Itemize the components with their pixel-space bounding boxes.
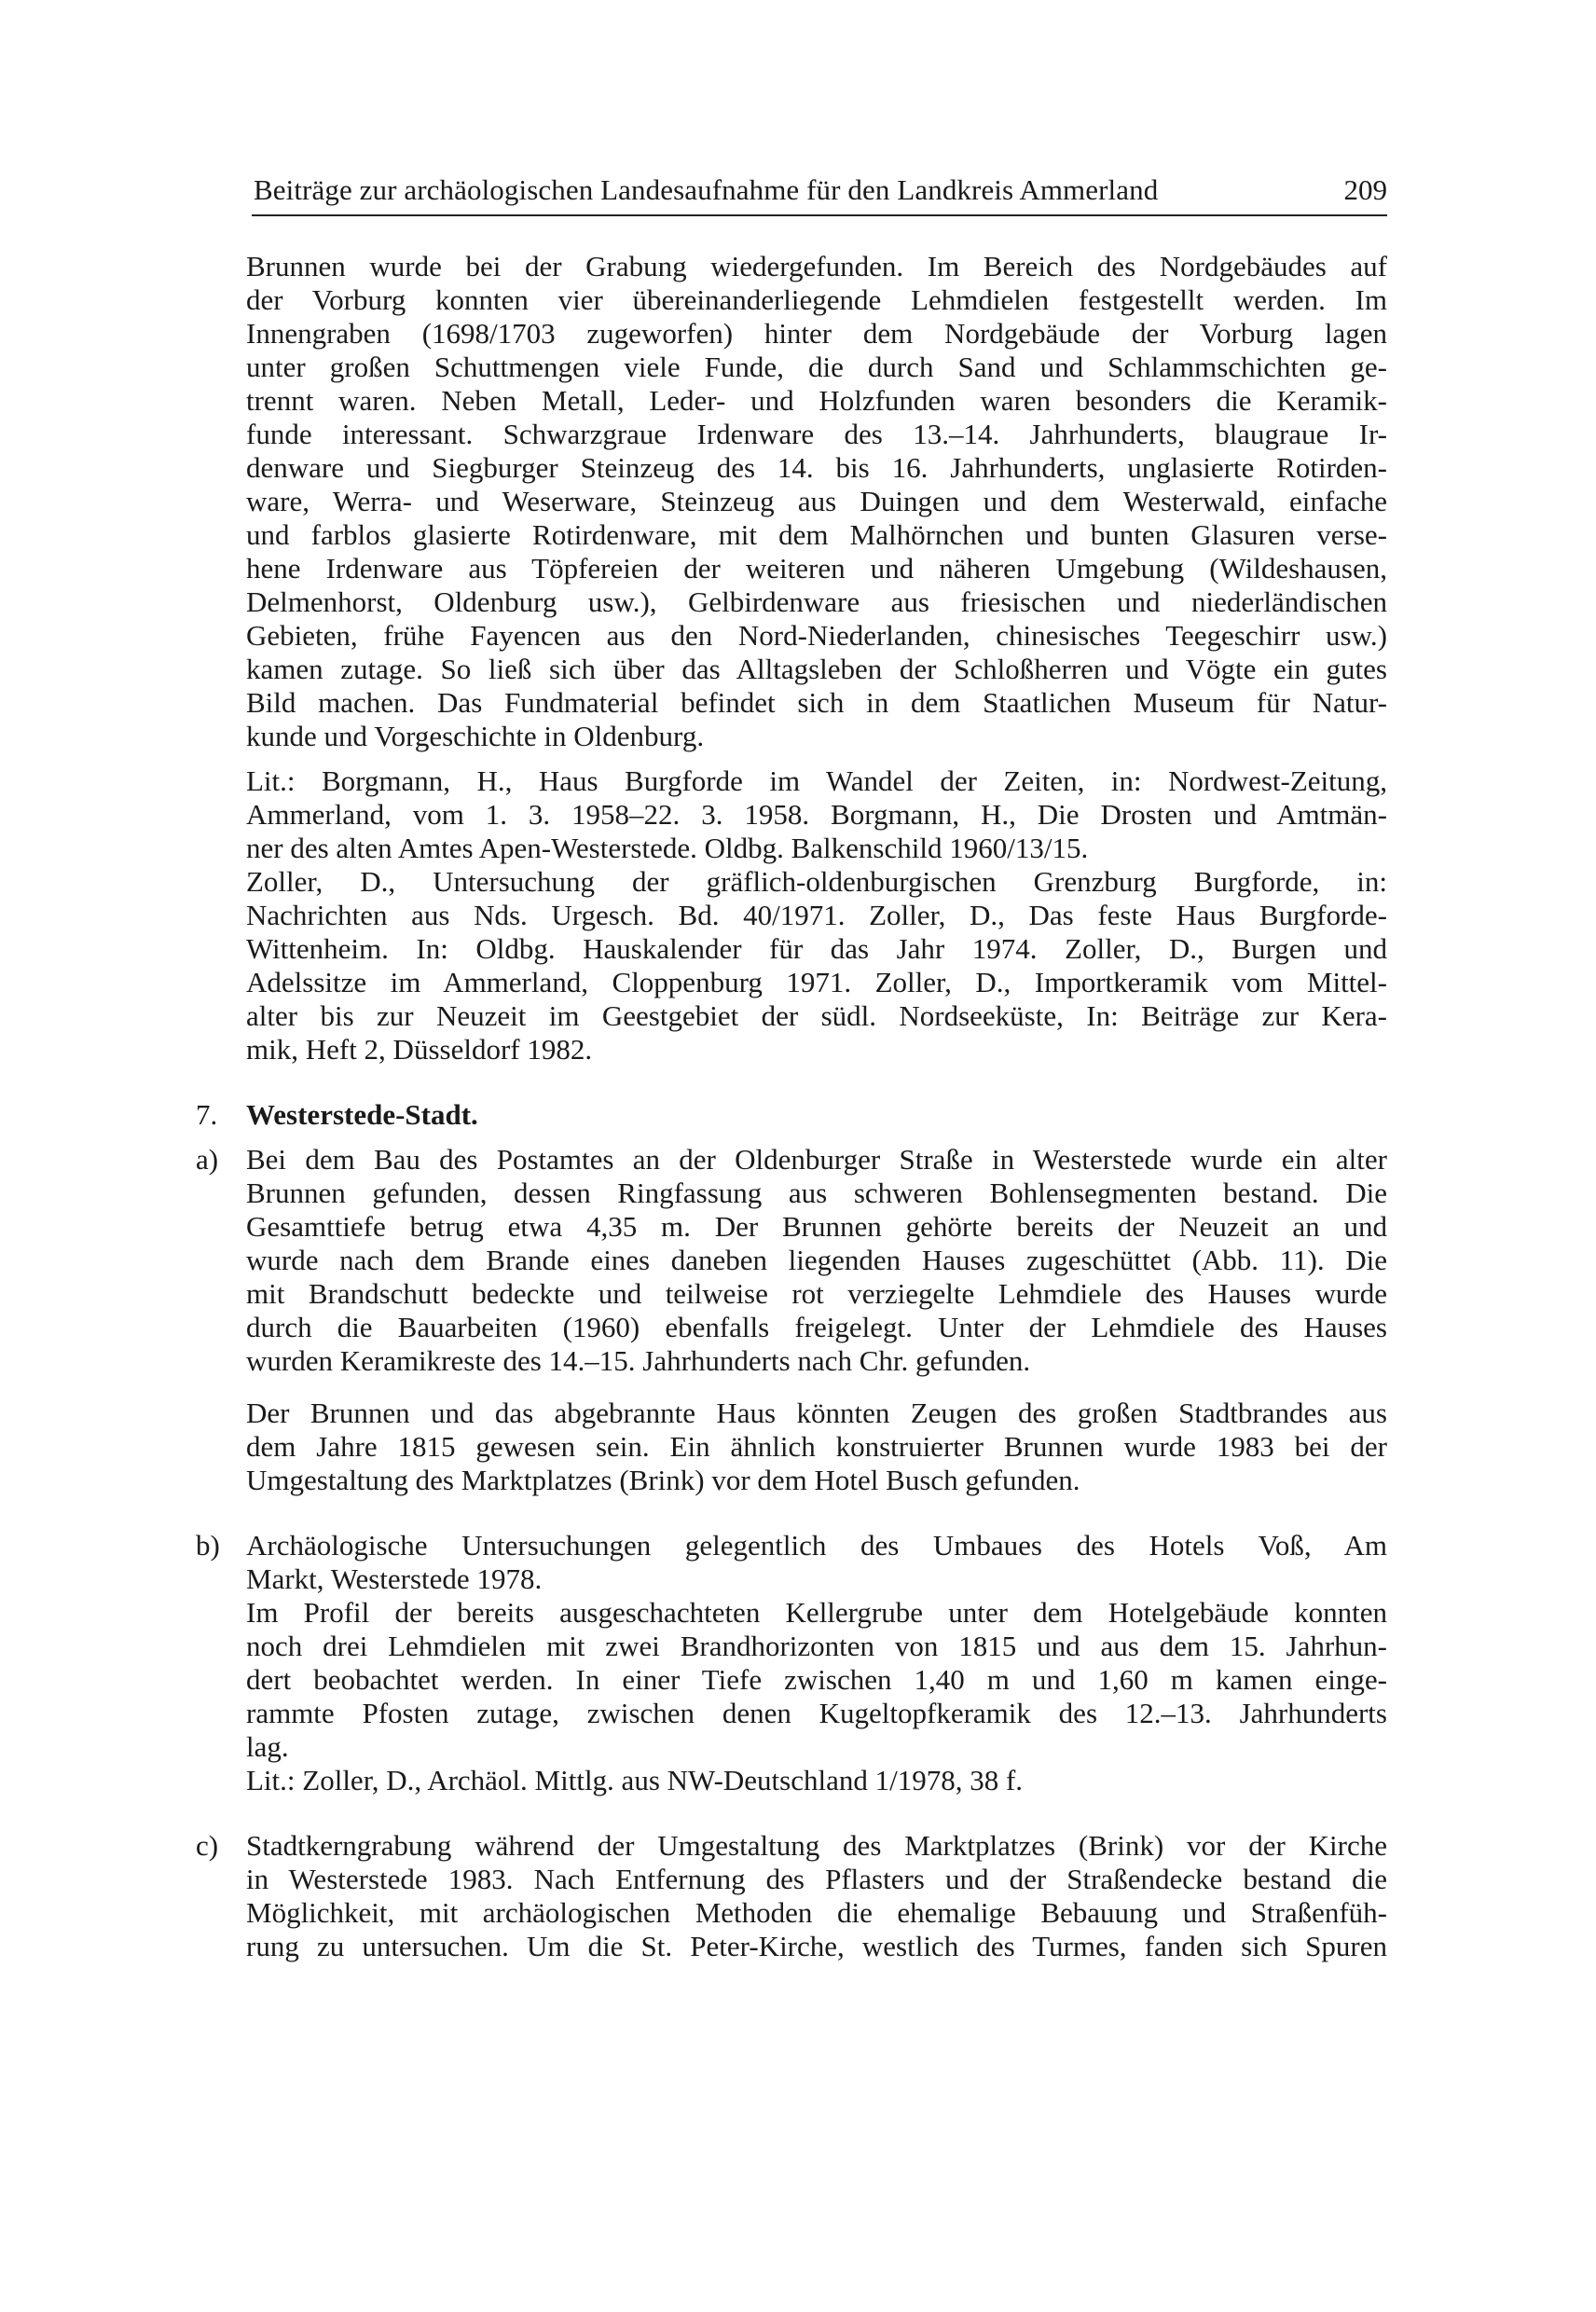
- text-line: Archäologische Untersuchungen gelegentlich des Umbaues des Hotels Voß, Am: [246, 1529, 1387, 1562]
- text-line: lag.: [246, 1730, 289, 1763]
- running-header: [252, 168, 1387, 216]
- item-marker: c): [196, 1829, 219, 1862]
- text-line: Lit.: Borgmann, H., Haus Burgforde im Wandel der Zeiten, in: Nordwest-Zeitung,: [246, 764, 1387, 797]
- header-title: Beiträge zur archäologischen Landesaufnahme für den Landkreis Ammerland: [254, 173, 1159, 206]
- text-line: hene Irdenware aus Töpfereien der weiteren und näheren Umgebung (Wildeshausen,: [246, 552, 1387, 585]
- text-line: Der Brunnen und das abgebrannte Haus könnten Zeugen des großen Stadtbrandes aus: [246, 1397, 1387, 1429]
- text-line: Innengraben (1698/1703 zugeworfen) hinter dem Nordgebäude der Vorburg lagen: [246, 317, 1387, 350]
- section-heading: Westerstede-Stadt.: [246, 1098, 478, 1131]
- text-line: Lit.: Zoller, D., Archäol. Mittlg. aus NW-Deutschland 1/1978, 38 f.: [246, 1764, 1024, 1796]
- section-number: 7.: [196, 1098, 218, 1131]
- text-line: trennt waren. Neben Metall, Leder- und Holzfunden waren besonders die Keramik-: [246, 384, 1387, 417]
- text-line: noch drei Lehmdielen mit zwei Brandhorizonten von 1815 und aus dem 15. Jahrhun-: [246, 1630, 1387, 1662]
- item-marker: b): [196, 1529, 220, 1562]
- paragraph-literature-2: [246, 865, 1387, 1067]
- text-line: Stadtkerngrabung während der Umgestaltung des Marktplatzes (Brink) vor der Kirche: [246, 1829, 1387, 1862]
- text-line: Brunnen wurde bei der Grabung wiedergefunden. Im Bereich des Nordgebäudes auf: [246, 250, 1387, 282]
- text-line: Brunnen gefunden, dessen Ringfassung aus schweren Bohlensegmenten bestand. Die: [246, 1177, 1387, 1209]
- page-body: [196, 250, 1387, 1963]
- text-line: Zoller, D., Untersuchung der gräflich-oldenburgischen Grenzburg Burgforde, in:: [246, 865, 1387, 898]
- text-line: ware, Werra- und Weserware, Steinzeug aus Duingen und dem Westerwald, einfache: [246, 485, 1387, 517]
- item-c: [196, 1829, 1387, 1963]
- item-marker: a): [196, 1143, 219, 1176]
- item-a: [196, 1143, 1387, 1497]
- text-line: Adelssitze im Ammerland, Cloppenburg 1971. Zoller, D., Importkeramik vom Mittel-: [246, 966, 1387, 998]
- item-b: [196, 1529, 1387, 1797]
- text-line: und farblos glasierte Rotirdenware, mit dem Malhörnchen und bunten Glasuren verse-: [246, 518, 1387, 551]
- text-line: funde interessant. Schwarzgraue Irdenware des 13.–14. Jahrhunderts, blaugraue Ir-: [246, 418, 1387, 450]
- paragraph-intro: [246, 250, 1387, 753]
- text-line: unter großen Schuttmengen viele Funde, die durch Sand und Schlammschichten ge-: [246, 351, 1387, 383]
- text-line: kamen zutage. So ließ sich über das Alltagsleben der Schloßherren und Vögte ein gutes: [246, 653, 1387, 685]
- text-line: Bild machen. Das Fundmaterial befindet sich in dem Staatlichen Museum für Natur-: [246, 686, 1387, 719]
- text-line: Gebieten, frühe Fayencen aus den Nord-Niederlanden, chinesisches Teegeschirr usw.): [246, 619, 1387, 652]
- text-line: ner des alten Amtes Apen-Westerstede. Oldbg. Balkenschild 1960/13/15.: [246, 832, 1089, 864]
- text-line: mik, Heft 2, Düsseldorf 1982.: [246, 1033, 593, 1066]
- text-line: der Vorburg konnten vier übereinanderliegende Lehmdielen festgestellt werden. Im: [246, 283, 1387, 316]
- section-7: [196, 1098, 1387, 1132]
- text-line: denware und Siegburger Steinzeug des 14. bis 16. Jahrhunderts, unglasierte Rotirden-: [246, 451, 1387, 484]
- text-line: in Westerstede 1983. Nach Entfernung des Pflasters und der Straßendecke bestand die: [246, 1863, 1387, 1895]
- text-line: Nachrichten aus Nds. Urgesch. Bd. 40/1971. Zoller, D., Das feste Haus Burgforde-: [246, 899, 1387, 931]
- text-line: Markt, Westerstede 1978.: [246, 1562, 543, 1595]
- text-line: Gesamttiefe betrug etwa 4,35 m. Der Brunnen gehörte bereits der Neuzeit an und: [246, 1210, 1387, 1243]
- text-line: rung zu untersuchen. Um die St. Peter-Kirche, westlich des Turmes, fanden sich Spuren: [246, 1930, 1387, 1962]
- text-line: Wittenheim. In: Oldbg. Hauskalender für das Jahr 1974. Zoller, D., Burgen und: [246, 932, 1387, 965]
- text-line: dem Jahre 1815 gewesen sein. Ein ähnlich konstruierter Brunnen wurde 1983 bei der: [246, 1430, 1387, 1463]
- text-line: Möglichkeit, mit archäologischen Methoden die ehemalige Bebauung und Straßenfüh-: [246, 1896, 1387, 1929]
- text-line: kunde und Vorgeschichte in Oldenburg.: [246, 720, 705, 752]
- text-line: alter bis zur Neuzeit im Geestgebiet der südl. Nordseeküste, In: Beiträge zur Kera-: [246, 999, 1387, 1032]
- text-line: Bei dem Bau des Postamtes an der Oldenburger Straße in Westerstede wurde ein alter: [246, 1143, 1387, 1176]
- text-line: Ammerland, vom 1. 3. 1958–22. 3. 1958. Borgmann, H., Die Drosten und Amtmän-: [246, 798, 1387, 831]
- text-line: wurden Keramikreste des 14.–15. Jahrhunderts nach Chr. gefunden.: [246, 1344, 1031, 1377]
- text-line: dert beobachtet werden. In einer Tiefe zwischen 1,40 m und 1,60 m kamen einge-: [246, 1663, 1387, 1696]
- paragraph-literature-1: [246, 764, 1387, 865]
- text-line: rammte Pfosten zutage, zwischen denen Kugeltopfkeramik des 12.–13. Jahrhunderts: [246, 1697, 1387, 1729]
- text-line: mit Brandschutt bedeckte und teilweise rot verziegelte Lehmdiele des Hauses wurde: [246, 1277, 1387, 1310]
- text-line: Delmenhorst, Oldenburg usw.), Gelbirdenware aus friesischen und niederländischen: [246, 585, 1387, 618]
- page-number: 209: [1343, 173, 1387, 206]
- text-line: Umgestaltung des Marktplatzes (Brink) vor dem Hotel Busch gefunden.: [246, 1464, 1080, 1496]
- text-line: wurde nach dem Brande eines daneben liegenden Hauses zugeschüttet (Abb. 11). Die: [246, 1244, 1387, 1276]
- text-line: Im Profil der bereits ausgeschachteten Kellergrube unter dem Hotelgebäude konnten: [246, 1596, 1387, 1629]
- text-line: durch die Bauarbeiten (1960) ebenfalls freigelegt. Unter der Lehmdiele des Hauses: [246, 1311, 1387, 1343]
